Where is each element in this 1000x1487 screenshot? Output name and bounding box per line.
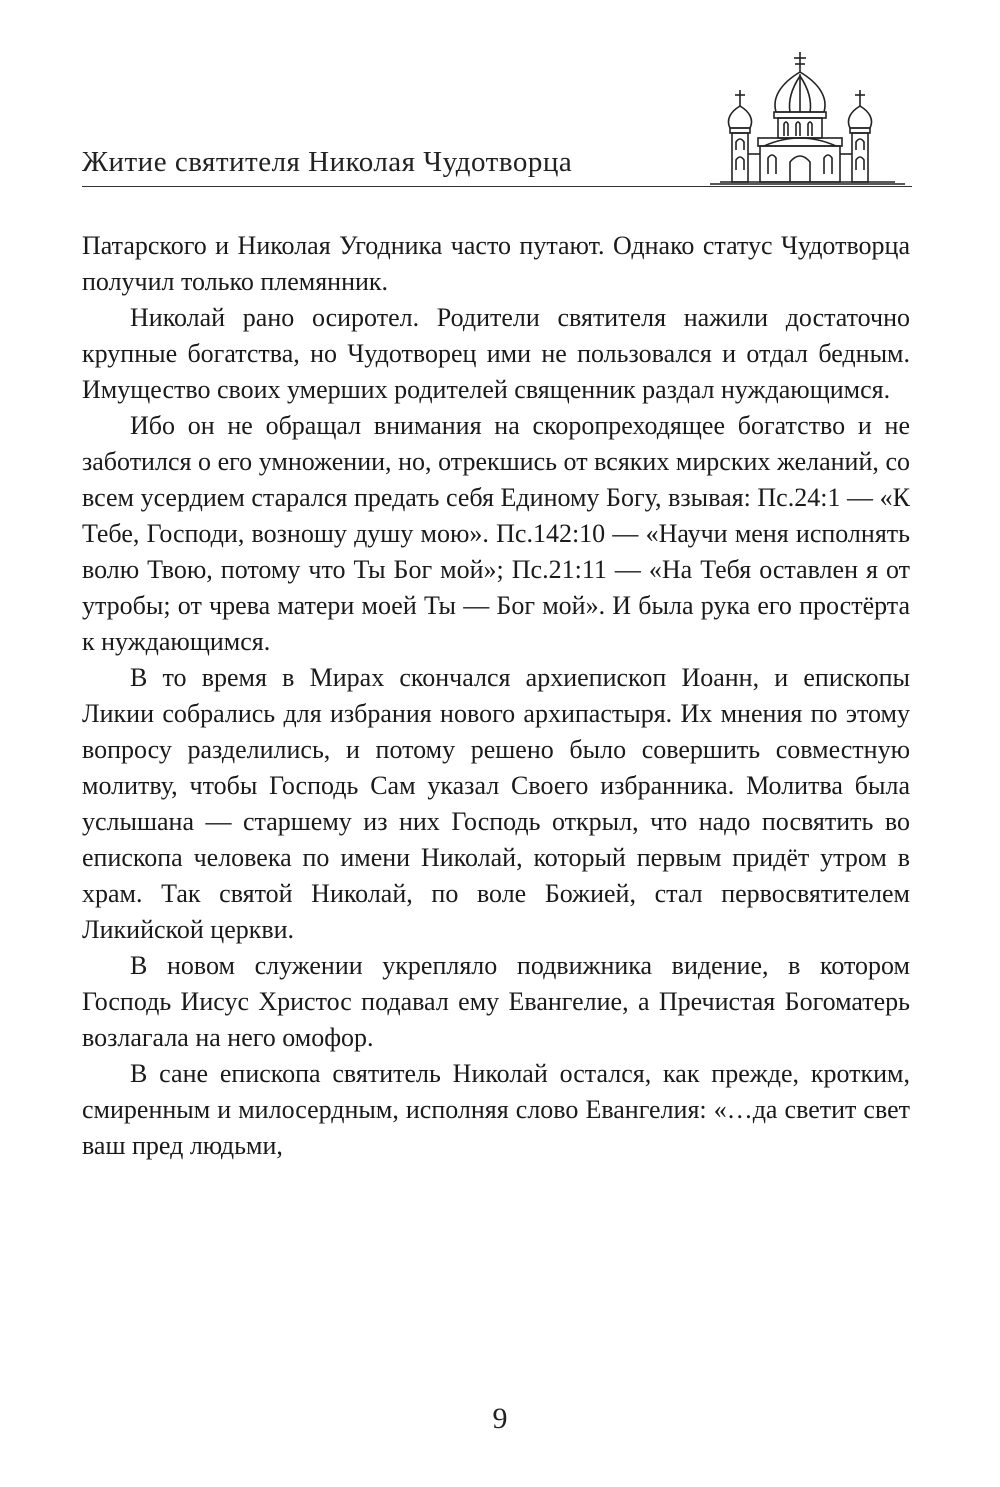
paragraph: В сане епископа святитель Николай остался, как прежде, кротким, смиренным и милосердным, исполняя слово Евангелия: «…да светит свет ваш пред людьми, [82, 1059, 910, 1160]
paragraph: В новом служении укрепляло подвижника видение, в котором Господь Иисус Христос подавал ему Евангелие, а Пречистая Богоматерь возлагала на него омофор. [82, 951, 910, 1052]
header-divider [82, 186, 912, 187]
paragraph: Николай рано осиротел. Родители святителя нажили достаточно крупные богатства, но Чудотворец ими не пользовался и отдал бедным. Имущество своих умерших родителей священник раздал нуждающимся. [82, 303, 910, 404]
cathedral-icon [700, 50, 915, 190]
paragraph: Ибо он не обращал внимания на скоропреходящее богатство и не заботился о его умножении, но, отрекшись от всяких мирских желаний, со всем усердием старался предать себя Единому Богу, взывая: Пс.24:1 — «К Тебе, Господи, возношу душу мою». Пс.142:10 — «Научи меня исполнять волю Твою, потому что Ты Бог мой»; Пс.21:11 — «На Тебя оставлен я от утробы; от чрева матери моей Ты — Бог мой». И была рука его простёрта к нуждающимся. [82, 411, 910, 656]
body-text [82, 228, 910, 1164]
page-number: 9 [492, 1402, 508, 1435]
running-title: Житие святителя Николая Чудотворца [82, 146, 573, 178]
paragraph: В то время в Мирах скончался архиепископ Иоанн, и епископы Ликии собрались для избрания нового архипастыря. Их мнения по этому вопросу разделились, и потому решено было совершить совместную молитву, чтобы Господь Сам указал Своего избранника. Молитва была услышана — старшему из них Господь открыл, что надо посвятить во епископа человека по имени Николай, который первым придёт утром в храм. Так святой Николай, по воле Божией, стал первосвятителем Ликийской церкви. [82, 663, 910, 944]
paragraph: Патарского и Николая Угодника часто путают. Однако статус Чудотворца получил только племянник. [82, 231, 910, 296]
